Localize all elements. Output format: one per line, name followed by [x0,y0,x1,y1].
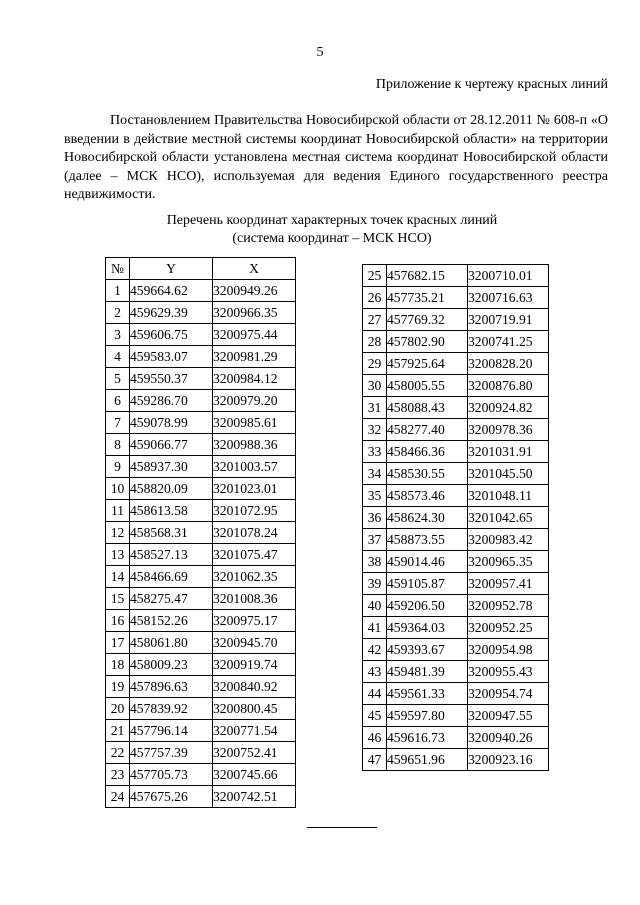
coord-y: 458061.80 [130,632,213,654]
coord-y: 457925.64 [387,353,468,375]
coord-y: 457682.15 [387,265,468,287]
coord-x: 3201031.91 [468,441,549,463]
table-row [106,544,296,566]
coord-y: 457675.26 [130,786,213,808]
coord-x: 3200988.36 [213,434,296,456]
table-row [363,529,549,551]
coord-x: 3201075.47 [213,544,296,566]
coord-x: 3201042.65 [468,507,549,529]
coord-x: 3200741.25 [468,331,549,353]
coord-x: 3200947.55 [468,705,549,727]
table-row [106,566,296,588]
coord-x: 3200966.35 [213,302,296,324]
point-number: 43 [363,661,387,683]
point-number: 40 [363,595,387,617]
coord-x: 3200952.25 [468,617,549,639]
coord-x: 3200800.45 [213,698,296,720]
point-number: 34 [363,463,387,485]
coord-x: 3201008.36 [213,588,296,610]
coord-y: 457796.14 [130,720,213,742]
point-number: 35 [363,485,387,507]
table-row [106,324,296,346]
coord-y: 458088.43 [387,397,468,419]
coord-y: 459583.07 [130,346,213,368]
coord-y: 457802.90 [387,331,468,353]
table-row [106,786,296,808]
coord-x: 3200978.36 [468,419,549,441]
coord-x: 3200945.70 [213,632,296,654]
point-number: 42 [363,639,387,661]
table-row [106,610,296,632]
point-number: 13 [106,544,130,566]
table-row [363,397,549,419]
table-row [106,412,296,434]
table-row [106,742,296,764]
point-number: 1 [106,280,130,302]
table-row [363,551,549,573]
coord-x: 3200719.91 [468,309,549,331]
point-number: 26 [363,287,387,309]
table-row [106,478,296,500]
coord-x: 3200771.54 [213,720,296,742]
point-number: 25 [363,265,387,287]
point-number: 2 [106,302,130,324]
coord-y: 458152.26 [130,610,213,632]
table-row [106,654,296,676]
coord-x: 3201062.35 [213,566,296,588]
coordinates-table-left [105,257,296,808]
table-row [363,485,549,507]
point-number: 47 [363,749,387,771]
point-number: 18 [106,654,130,676]
point-number: 22 [106,742,130,764]
coord-x: 3200924.82 [468,397,549,419]
coord-y: 459616.73 [387,727,468,749]
coord-y: 459481.39 [387,661,468,683]
header-number: № [106,258,130,280]
table-row [363,749,549,771]
coord-y: 457839.92 [130,698,213,720]
point-number: 20 [106,698,130,720]
point-number: 14 [106,566,130,588]
point-number: 12 [106,522,130,544]
coord-x: 3201003.57 [213,456,296,478]
coord-y: 459364.03 [387,617,468,639]
table-header-row [106,258,296,280]
coord-x: 3201072.95 [213,500,296,522]
point-number: 6 [106,390,130,412]
table-row [106,720,296,742]
coord-y: 458009.23 [130,654,213,676]
point-number: 44 [363,683,387,705]
point-number: 16 [106,610,130,632]
appendix-note: Приложение к чертежу красных линий [375,77,608,92]
table-row [363,595,549,617]
coord-y: 458937.30 [130,456,213,478]
point-number: 17 [106,632,130,654]
point-number: 30 [363,375,387,397]
coord-x: 3200919.74 [213,654,296,676]
table-row [363,265,549,287]
coord-x: 3200954.74 [468,683,549,705]
point-number: 5 [106,368,130,390]
table-row [363,661,549,683]
header-y: Y [130,258,213,280]
coord-y: 458277.40 [387,419,468,441]
table-row [106,500,296,522]
bottom-divider [307,827,377,828]
table-row [363,287,549,309]
list-title-line-2: (система координат – МСК НСО) [232,231,432,246]
coord-x: 3200752.41 [213,742,296,764]
point-number: 10 [106,478,130,500]
point-number: 11 [106,500,130,522]
coord-x: 3200923.16 [468,749,549,771]
table-body-right [363,265,549,771]
point-number: 38 [363,551,387,573]
point-number: 27 [363,309,387,331]
coord-y: 458527.13 [130,544,213,566]
coord-y: 457705.73 [130,764,213,786]
table-row [363,331,549,353]
coord-x: 3201048.11 [468,485,549,507]
coord-y: 459206.50 [387,595,468,617]
table-row [363,375,549,397]
table-row [106,368,296,390]
coord-y: 459664.62 [130,280,213,302]
coord-y: 458573.46 [387,485,468,507]
point-number: 21 [106,720,130,742]
coord-y: 458005.55 [387,375,468,397]
table-row [363,639,549,661]
point-number: 8 [106,434,130,456]
point-number: 45 [363,705,387,727]
coord-x: 3200828.20 [468,353,549,375]
point-number: 37 [363,529,387,551]
point-number: 29 [363,353,387,375]
point-number: 32 [363,419,387,441]
coord-y: 459597.80 [387,705,468,727]
coord-y: 457896.63 [130,676,213,698]
table-row [106,302,296,324]
table-row [106,698,296,720]
coord-y: 458873.55 [387,529,468,551]
table-row [363,419,549,441]
point-number: 46 [363,727,387,749]
coord-x: 3200940.26 [468,727,549,749]
coord-y: 459561.33 [387,683,468,705]
table-row [363,705,549,727]
table-row [106,346,296,368]
coord-x: 3200957.41 [468,573,549,595]
table-row [106,676,296,698]
coord-y: 457769.32 [387,309,468,331]
coord-y: 459651.96 [387,749,468,771]
coord-y: 459286.70 [130,390,213,412]
coord-y: 459606.75 [130,324,213,346]
coord-x: 3200952.78 [468,595,549,617]
coord-x: 3200954.98 [468,639,549,661]
coord-y: 459014.46 [387,551,468,573]
point-number: 28 [363,331,387,353]
coord-y: 459393.67 [387,639,468,661]
coord-y: 459550.37 [130,368,213,390]
table-row [106,280,296,302]
point-number: 33 [363,441,387,463]
table-row [106,456,296,478]
point-number: 36 [363,507,387,529]
table-row [363,683,549,705]
point-number: 39 [363,573,387,595]
table-row [363,507,549,529]
coord-x: 3200979.20 [213,390,296,412]
coord-x: 3200975.17 [213,610,296,632]
point-number: 41 [363,617,387,639]
coord-y: 458568.31 [130,522,213,544]
list-title-line-1: Перечень координат характерных точек красных линий [166,213,498,228]
table-row [106,588,296,610]
coord-y: 459629.39 [130,302,213,324]
coord-x: 3200949.26 [213,280,296,302]
point-number: 19 [106,676,130,698]
header-x: X [213,258,296,280]
coord-y: 458275.47 [130,588,213,610]
coord-y: 458466.36 [387,441,468,463]
coord-y: 458624.30 [387,507,468,529]
point-number: 24 [106,786,130,808]
table-row [363,573,549,595]
coord-y: 457757.39 [130,742,213,764]
page-number: 5 [316,45,324,60]
coord-x: 3200985.61 [213,412,296,434]
coord-x: 3200965.35 [468,551,549,573]
point-number: 31 [363,397,387,419]
point-number: 3 [106,324,130,346]
intro-paragraph: Постановлением Правительства Новосибирской области от 28.12.2011 № 608-п «О введении в действие местной системы координат Новосибирской области» на территории Новосибирской области установлена местная система координат Новосибирской области (далее – МСК НСО), используемая для ведения Единого государственного реестра недвижимости. [64,113,608,202]
table-row [363,463,549,485]
table-body-left [106,280,296,808]
coord-x: 3200983.42 [468,529,549,551]
table-row [106,434,296,456]
coord-y: 457735.21 [387,287,468,309]
coord-x: 3200981.29 [213,346,296,368]
point-number: 4 [106,346,130,368]
coord-x: 3200984.12 [213,368,296,390]
coord-y: 458466.69 [130,566,213,588]
coord-x: 3200710.01 [468,265,549,287]
table-row [106,764,296,786]
table-row [363,309,549,331]
coord-x: 3200716.63 [468,287,549,309]
coord-x: 3201045.50 [468,463,549,485]
list-title [0,212,640,248]
coord-x: 3201078.24 [213,522,296,544]
table-row [363,441,549,463]
table-row [363,727,549,749]
coord-x: 3200745.66 [213,764,296,786]
point-number: 9 [106,456,130,478]
coord-x: 3200955.43 [468,661,549,683]
table-row [106,522,296,544]
coord-x: 3200840.92 [213,676,296,698]
table-row [106,390,296,412]
table-row [106,632,296,654]
coord-x: 3200975.44 [213,324,296,346]
coordinates-table-right [362,264,549,771]
coord-x: 3200742.51 [213,786,296,808]
point-number: 7 [106,412,130,434]
coord-y: 458820.09 [130,478,213,500]
coord-y: 459066.77 [130,434,213,456]
coord-y: 459105.87 [387,573,468,595]
coord-x: 3200876.80 [468,375,549,397]
point-number: 23 [106,764,130,786]
table-row [363,617,549,639]
point-number: 15 [106,588,130,610]
coord-x: 3201023.01 [213,478,296,500]
coord-y: 458530.55 [387,463,468,485]
coord-y: 458613.58 [130,500,213,522]
table-row [363,353,549,375]
coord-y: 459078.99 [130,412,213,434]
